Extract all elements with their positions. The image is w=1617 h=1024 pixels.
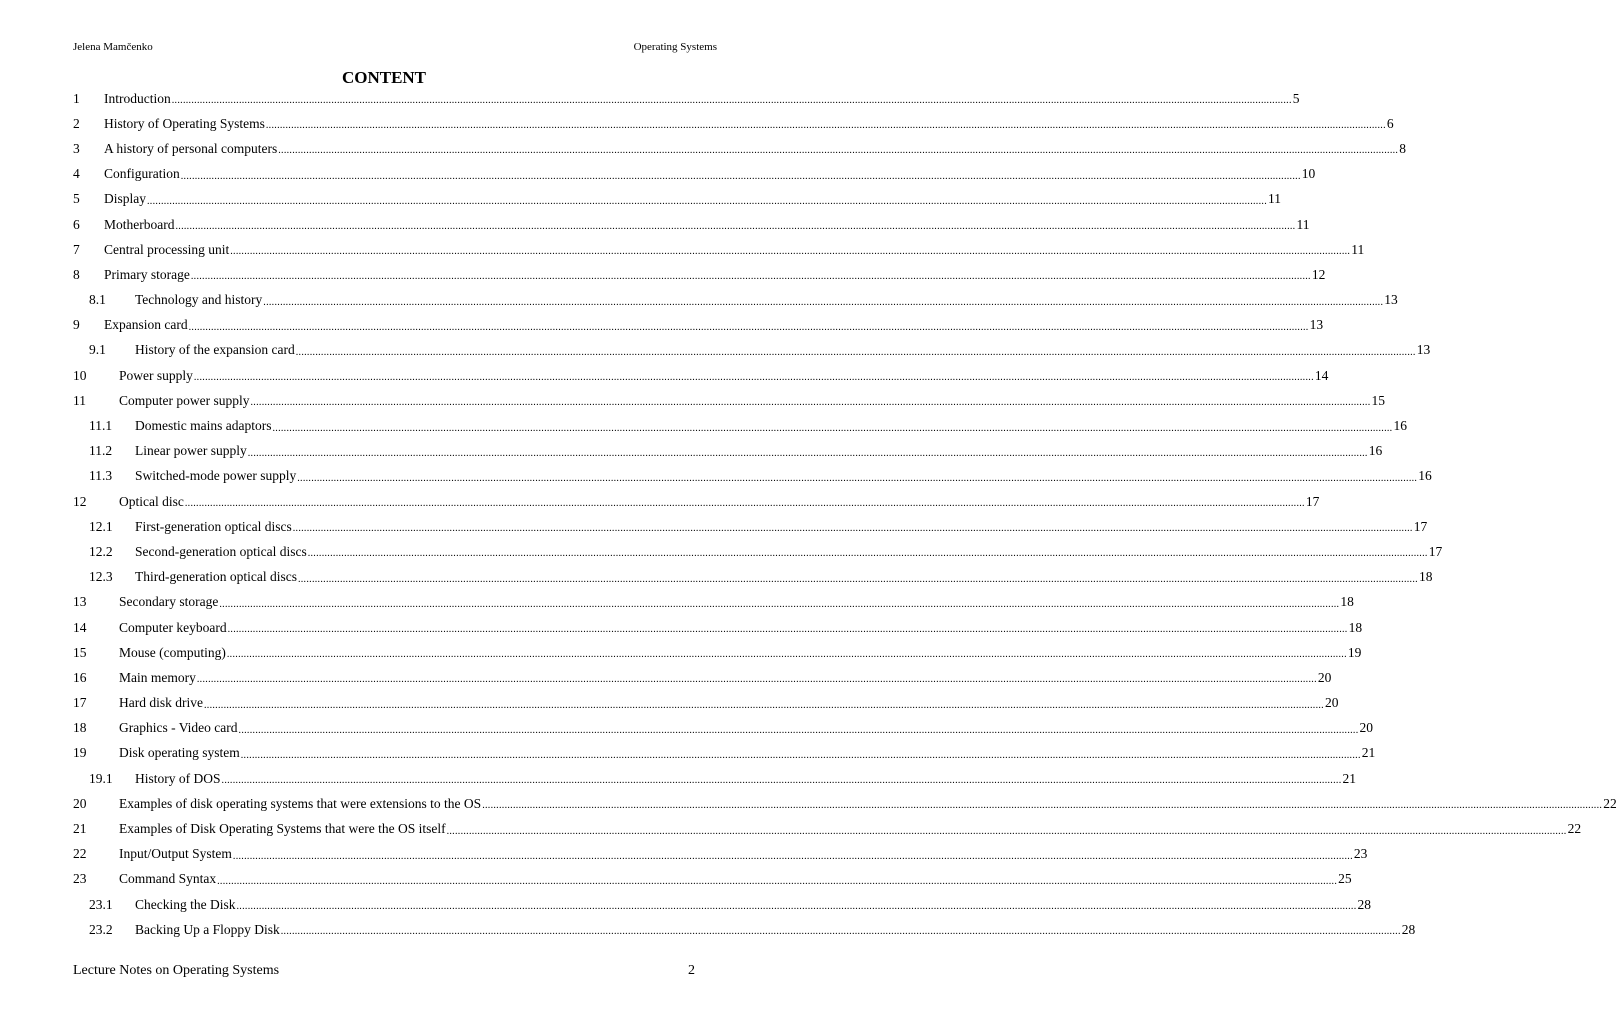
- toc-entry-page: 11: [1268, 191, 1281, 207]
- toc-entry-line: [135, 565, 1433, 590]
- toc-entry-number: 23.2: [89, 921, 113, 937]
- toc-entry[interactable]: [73, 590, 1354, 615]
- toc-leader-dots: ................................................................................................................................................................................................................................................................................................................................................................................................................: [263, 296, 1384, 308]
- page-number: 2: [688, 963, 695, 978]
- toc-leader-dots: ................................................................................................................................................................................................................................................................................................................................................................................................................: [147, 195, 1267, 207]
- toc-entry[interactable]: [73, 439, 1383, 464]
- toc-entry-page: 10: [1301, 166, 1316, 182]
- toc-entry-title: Main memory: [119, 669, 196, 685]
- toc-entry[interactable]: [73, 766, 1357, 791]
- header-author: Jelena Mamčenko: [73, 41, 153, 53]
- toc-entry-line: [135, 917, 1416, 942]
- toc-leader-dots: ................................................................................................................................................................................................................................................................................................................................................................................................................: [193, 372, 1314, 384]
- toc-entry-number: 9: [73, 317, 80, 333]
- toc-entry-number: 18: [73, 720, 87, 736]
- toc-entry[interactable]: [73, 262, 1326, 287]
- toc-entry-page: 13: [1416, 342, 1431, 358]
- toc-entry-title: Backing Up a Floppy Disk: [135, 921, 280, 937]
- toc-entry-page: 11: [1351, 241, 1365, 257]
- toc-entry-number: 12: [73, 493, 87, 509]
- toc-entry-title: Command Syntax: [119, 871, 217, 887]
- toc-entry-title: Graphics - Video card: [119, 720, 238, 736]
- toc-leader-dots: ................................................................................................................................................................................................................................................................................................................................................................................................................: [236, 901, 1357, 913]
- toc-entry-title: Computer power supply: [119, 392, 250, 408]
- toc-leader-dots: ................................................................................................................................................................................................................................................................................................................................................................................................................: [295, 346, 1416, 358]
- toc-entry-page: 13: [1309, 317, 1324, 333]
- toc-entry-title: Domestic mains adaptors: [135, 418, 272, 434]
- toc-entry-number: 13: [73, 594, 87, 610]
- toc-entry-title: Configuration: [104, 166, 180, 182]
- toc-entry[interactable]: [73, 86, 1300, 111]
- toc-entry-line: [119, 363, 1329, 388]
- toc-entry-line: [119, 867, 1352, 892]
- toc-entry[interactable]: [73, 489, 1320, 514]
- toc-leader-dots: ................................................................................................................................................................................................................................................................................................................................................................................................................: [292, 523, 1413, 535]
- toc-entry-number: 5: [73, 191, 80, 207]
- toc-leader-dots: ................................................................................................................................................................................................................................................................................................................................................................................................................: [265, 120, 1386, 132]
- toc-entry-number: 19.1: [89, 770, 113, 786]
- toc-entry[interactable]: [73, 917, 1416, 942]
- toc-leader-dots: ................................................................................................................................................................................................................................................................................................................................................................................................................: [180, 170, 1301, 182]
- toc-entry-page: 14: [1314, 367, 1329, 383]
- toc-entry-line: [104, 162, 1316, 187]
- toc-leader-dots: ................................................................................................................................................................................................................................................................................................................................................................................................................: [175, 221, 1296, 233]
- toc-leader-dots: ................................................................................................................................................................................................................................................................................................................................................................................................................: [184, 498, 1305, 510]
- toc-leader-dots: ................................................................................................................................................................................................................................................................................................................................................................................................................: [171, 95, 1292, 107]
- toc-entry[interactable]: [73, 187, 1281, 212]
- toc-entry-line: [119, 716, 1374, 741]
- toc-leader-dots: ................................................................................................................................................................................................................................................................................................................................................................................................................: [196, 674, 1317, 686]
- page-title: CONTENT: [341, 68, 427, 87]
- toc-entry-number: 12.2: [89, 543, 113, 559]
- toc-entry-number: 17: [73, 695, 87, 711]
- footer-title: Lecture Notes on Operating Systems: [73, 963, 280, 978]
- toc-entry-page: 18: [1418, 569, 1433, 585]
- toc-entry-number: 15: [73, 644, 87, 660]
- toc-entry[interactable]: [73, 842, 1368, 867]
- toc-entry[interactable]: [73, 867, 1352, 892]
- toc-entry-line: [104, 237, 1365, 262]
- toc-entry-number: 11.2: [89, 443, 113, 459]
- toc-leader-dots: ................................................................................................................................................................................................................................................................................................................................................................................................................: [297, 472, 1418, 484]
- toc-entry[interactable]: [73, 111, 1394, 136]
- toc-entry[interactable]: [73, 162, 1316, 187]
- toc-leader-dots: ................................................................................................................................................................................................................................................................................................................................................................................................................: [247, 447, 1368, 459]
- toc-entry-number: 2: [73, 115, 80, 131]
- toc-entry-line: [104, 262, 1326, 287]
- toc-entry-page: 23: [1353, 846, 1368, 862]
- toc-entry-title: History of Operating Systems: [104, 115, 265, 131]
- toc-entry-number: 6: [73, 216, 80, 232]
- toc-entry-line: [135, 338, 1431, 363]
- toc-entry[interactable]: [73, 691, 1339, 716]
- toc-leader-dots: ................................................................................................................................................................................................................................................................................................................................................................................................................: [230, 246, 1351, 258]
- toc-entry[interactable]: [73, 464, 1432, 489]
- toc-leader-dots: ................................................................................................................................................................................................................................................................................................................................................................................................................: [280, 926, 1401, 938]
- toc-entry[interactable]: [73, 539, 1443, 564]
- toc-entry-page: 18: [1340, 594, 1354, 610]
- toc-entry-number: 3: [73, 140, 80, 156]
- toc-leader-dots: ................................................................................................................................................................................................................................................................................................................................................................................................................: [226, 649, 1347, 661]
- toc-entry-page: 17: [1413, 518, 1428, 534]
- toc-entry[interactable]: [73, 716, 1374, 741]
- toc-entry-page: 21: [1342, 770, 1357, 786]
- toc-entry-title: A history of personal computers: [104, 140, 278, 156]
- toc-leader-dots: ................................................................................................................................................................................................................................................................................................................................................................................................................: [446, 825, 1567, 837]
- toc-entry[interactable]: [73, 338, 1431, 363]
- toc-entry-title: History of DOS: [135, 770, 221, 786]
- toc-entry[interactable]: [73, 288, 1398, 313]
- toc-entry-title: Disk operating system: [119, 745, 240, 761]
- toc-entry-number: 19: [73, 745, 87, 761]
- toc-entry[interactable]: [73, 892, 1371, 917]
- toc-entry-line: [135, 892, 1371, 917]
- toc-entry-title: Examples of disk operating systems that were extensions to the OS: [119, 795, 482, 811]
- toc-entry-page: 8: [1399, 140, 1406, 156]
- toc-entry-line: [104, 111, 1394, 136]
- toc-entry-title: Secondary storage: [119, 594, 219, 610]
- toc-entry-page: 16: [1418, 468, 1432, 484]
- toc-entry-page: 21: [1361, 745, 1376, 761]
- toc-entry-page: 28: [1357, 896, 1371, 912]
- toc-leader-dots: ................................................................................................................................................................................................................................................................................................................................................................................................................: [190, 271, 1311, 283]
- toc-entry-line: [119, 816, 1582, 841]
- toc-entry[interactable]: [73, 212, 1310, 237]
- toc-entry-line: [104, 187, 1281, 212]
- toc-entry-page: 17: [1305, 493, 1320, 509]
- toc-entry-title: Hard disk drive: [119, 695, 203, 711]
- toc-entry[interactable]: [73, 313, 1324, 338]
- toc-entry-title: Examples of Disk Operating Systems that were the OS itself: [119, 821, 446, 837]
- toc-entry-page: 17: [1428, 543, 1443, 559]
- toc-entry-title: Primary storage: [104, 266, 190, 282]
- toc-entry-page: 15: [1371, 392, 1385, 408]
- toc-leader-dots: ................................................................................................................................................................................................................................................................................................................................................................................................................: [240, 749, 1361, 761]
- toc-entry-line: [104, 86, 1300, 111]
- toc-entry-number: 9.1: [89, 342, 106, 358]
- toc-entry-number: 12.1: [89, 518, 113, 534]
- toc-entry-title: Motherboard: [104, 216, 175, 232]
- toc-entry-page: 11: [1296, 216, 1310, 232]
- toc-entry-number: 14: [73, 619, 87, 635]
- toc-leader-dots: ................................................................................................................................................................................................................................................................................................................................................................................................................: [307, 548, 1428, 560]
- toc-entry[interactable]: [73, 741, 1376, 766]
- toc-entry-line: [119, 842, 1368, 867]
- toc-leader-dots: ................................................................................................................................................................................................................................................................................................................................................................................................................: [219, 598, 1340, 610]
- toc-leader-dots: ................................................................................................................................................................................................................................................................................................................................................................................................................: [221, 775, 1342, 787]
- toc-entry-line: [119, 691, 1339, 716]
- toc-entry-title: Checking the Disk: [135, 896, 236, 912]
- toc-entry[interactable]: [73, 640, 1362, 665]
- toc-entry-line: [135, 539, 1443, 564]
- toc-entry-line: [135, 413, 1407, 438]
- toc-entry-number: 1: [73, 90, 80, 106]
- toc-entry-page: 6: [1386, 115, 1394, 131]
- toc-entry-title: Switched-mode power supply: [135, 468, 297, 484]
- toc-entry-line: [135, 439, 1383, 464]
- toc-entry[interactable]: [73, 514, 1428, 539]
- toc-entry-title: Third-generation optical discs: [135, 569, 297, 585]
- toc-entry[interactable]: [73, 388, 1385, 413]
- toc-entry-number: 10: [73, 367, 87, 383]
- toc-entry[interactable]: [73, 665, 1332, 690]
- toc-leader-dots: ................................................................................................................................................................................................................................................................................................................................................................................................................: [227, 624, 1348, 636]
- toc-entry-page: 18: [1348, 619, 1363, 635]
- toc-entry-number: 11: [73, 392, 86, 408]
- toc-entry-line: [119, 590, 1354, 615]
- toc-entry[interactable]: [73, 237, 1365, 262]
- toc-entry-line: [104, 313, 1324, 338]
- toc-entry-line: [119, 489, 1320, 514]
- toc-entry-page: 22: [1603, 795, 1617, 811]
- toc-leader-dots: ................................................................................................................................................................................................................................................................................................................................................................................................................: [188, 321, 1309, 333]
- toc-entry-title: Linear power supply: [135, 443, 247, 459]
- toc-entry-number: 22: [73, 846, 87, 862]
- toc-leader-dots: ................................................................................................................................................................................................................................................................................................................................................................................................................: [297, 573, 1418, 585]
- toc-entry-number: 11.3: [89, 468, 113, 484]
- toc-entry-line: [119, 665, 1332, 690]
- toc-entry-line: [119, 615, 1363, 640]
- toc-entry[interactable]: [73, 816, 1582, 841]
- toc-entry-number: 11.1: [89, 418, 113, 434]
- toc-entry-title: Second-generation optical discs: [135, 543, 307, 559]
- toc-leader-dots: ................................................................................................................................................................................................................................................................................................................................................................................................................: [217, 875, 1338, 887]
- toc-entry[interactable]: [73, 363, 1329, 388]
- toc-entry-number: 23.1: [89, 896, 113, 912]
- toc-entry-line: [135, 288, 1398, 313]
- toc-entry-line: [119, 741, 1376, 766]
- toc-entry-line: [135, 766, 1357, 791]
- toc-entry-title: Power supply: [119, 367, 193, 383]
- toc-entry-title: Computer keyboard: [119, 619, 227, 635]
- toc-entry[interactable]: [73, 791, 1617, 816]
- page-header: [73, 41, 717, 53]
- toc-entry-number: 12.3: [89, 569, 113, 585]
- toc-entry-number: 21: [73, 821, 87, 837]
- toc-entry-line: [119, 791, 1617, 816]
- toc-leader-dots: ................................................................................................................................................................................................................................................................................................................................................................................................................: [232, 850, 1353, 862]
- toc-entry-title: Technology and history: [135, 292, 263, 308]
- toc-entry-page: 16: [1393, 418, 1407, 434]
- toc-entry-title: Expansion card: [104, 317, 188, 333]
- toc-leader-dots: ................................................................................................................................................................................................................................................................................................................................................................................................................: [272, 422, 1393, 434]
- toc-entry-number: 16: [73, 669, 87, 685]
- toc-entry-page: 5: [1292, 90, 1300, 106]
- toc-entry-page: 20: [1317, 669, 1332, 685]
- toc-entry-title: Introduction: [104, 90, 171, 106]
- toc-entry-page: 22: [1567, 821, 1582, 837]
- toc-entry-page: 16: [1368, 443, 1383, 459]
- toc-entry-line: [119, 388, 1385, 413]
- toc-entry-line: [119, 640, 1362, 665]
- toc-entry-title: Input/Output System: [119, 846, 232, 862]
- toc-entry-page: 25: [1338, 871, 1352, 887]
- toc-leader-dots: ................................................................................................................................................................................................................................................................................................................................................................................................................: [203, 699, 1324, 711]
- toc-entry-line: [104, 136, 1406, 161]
- toc-entry[interactable]: [73, 615, 1363, 640]
- toc-entry-title: History of the expansion card: [135, 342, 295, 358]
- toc-entry-title: Display: [104, 191, 146, 207]
- toc-entry-line: [135, 514, 1428, 539]
- toc-entry-title: First-generation optical discs: [135, 518, 292, 534]
- header-course: Operating Systems: [633, 41, 717, 53]
- toc-entry-number: 20: [73, 795, 87, 811]
- toc-entry[interactable]: [73, 136, 1406, 161]
- toc-leader-dots: ................................................................................................................................................................................................................................................................................................................................................................................................................: [250, 397, 1371, 409]
- toc-entry-number: 8.1: [89, 292, 106, 308]
- toc-entry-title: Central processing unit: [104, 241, 230, 257]
- toc-entry-line: [104, 212, 1310, 237]
- toc-entry-number: 4: [73, 166, 80, 182]
- toc-entry-number: 7: [73, 241, 80, 257]
- toc-entry[interactable]: [73, 565, 1433, 590]
- toc-entry[interactable]: [73, 413, 1407, 438]
- toc-entry-number: 23: [73, 871, 87, 887]
- toc-entry-title: Optical disc: [119, 493, 184, 509]
- toc-entry-page: 13: [1384, 292, 1398, 308]
- toc-entry-page: 19: [1347, 644, 1362, 660]
- toc-entry-page: 28: [1401, 921, 1416, 937]
- toc-entry-page: 20: [1359, 720, 1374, 736]
- toc-leader-dots: ................................................................................................................................................................................................................................................................................................................................................................................................................: [278, 145, 1399, 157]
- toc-leader-dots: ................................................................................................................................................................................................................................................................................................................................................................................................................: [238, 724, 1359, 736]
- page-footer: [73, 963, 695, 979]
- toc-entry-line: [135, 464, 1432, 489]
- table-of-contents: [73, 86, 1617, 942]
- toc-leader-dots: ................................................................................................................................................................................................................................................................................................................................................................................................................: [482, 800, 1603, 812]
- toc-entry-number: 8: [73, 266, 80, 282]
- toc-entry-page: 20: [1324, 695, 1339, 711]
- toc-entry-page: 12: [1311, 266, 1326, 282]
- toc-entry-title: Mouse (computing): [119, 644, 226, 660]
